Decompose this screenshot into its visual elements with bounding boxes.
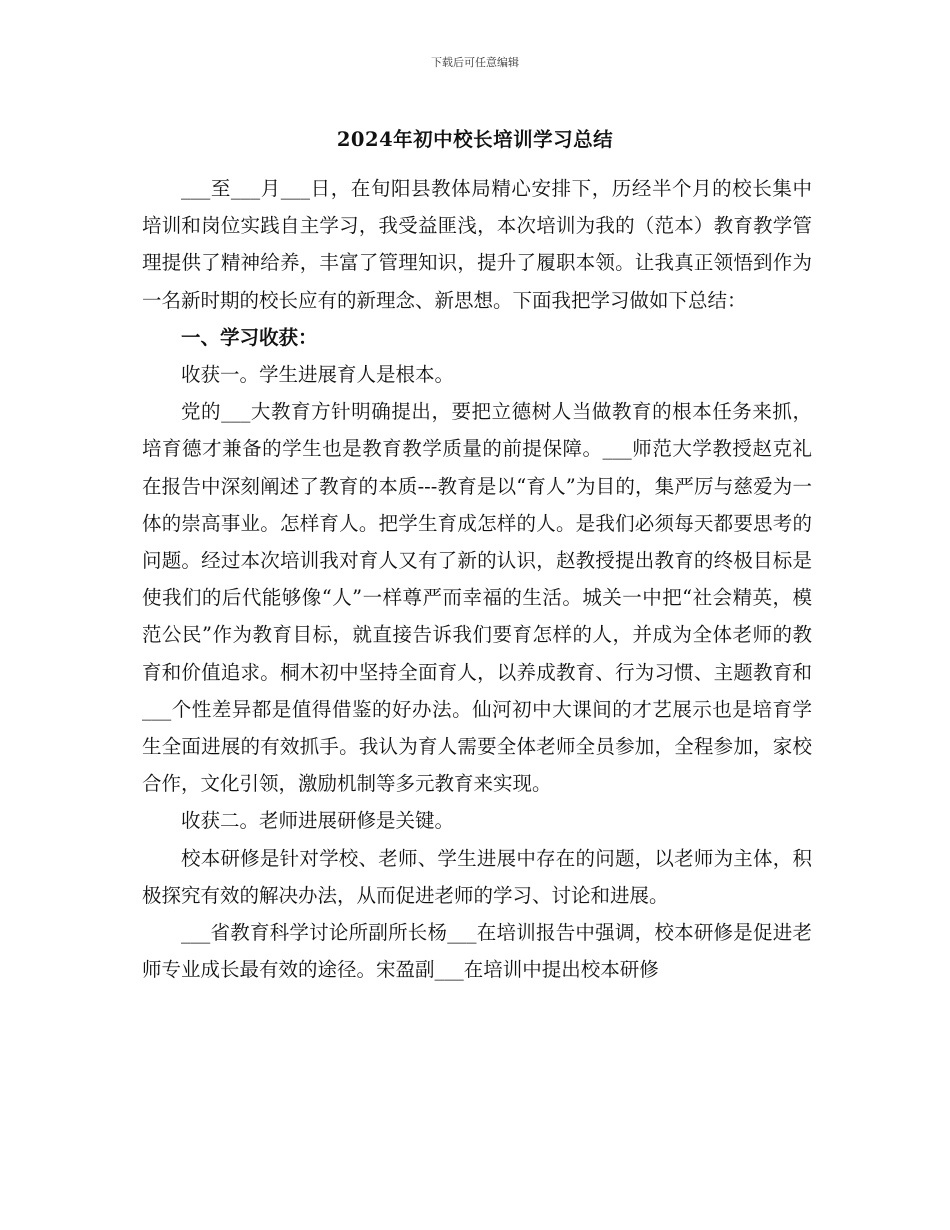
document-body bbox=[142, 170, 812, 988]
body-paragraph: 党的___大教育方针明确提出，要把立德树人当做教育的根本任务来抓，培育德才兼备的学生也是教育教学质量的前提保障。___师范大学教授赵克礼在报告中深刻阐述了教育的本质---教育是以“育人”为目的，集严厉与慈爱为一体的崇高事业。怎样育人。把学生育成怎样的人。是我们必须每天都要思考的问题。经过本次培训我对育人又有了新的认识，赵教授提出教育的终极目标是使我们的后代能够像“人”一样尊严而幸福的生活。城关一中把“社会精英，模范公民”作为教育目标，就直接告诉我们要育怎样的人，并成为全体老师的教育和价值追求。桐木初中坚持全面育人，以养成教育、行为习惯、主题教育和___个性差异都是值得借鉴的好办法。仙河初中大课间的才艺展示也是培育学生全面进展的有效抓手。我认为育人需要全体老师全员参加，全程参加，家校合作，文化引领，激励机制等多元教育来实现。 bbox=[142, 400, 812, 796]
section-heading: 一、学习收获： bbox=[181, 325, 318, 349]
body-paragraph: ___省教育科学讨论所副所长杨___在培训报告中强调，校本研修是促进老师专业成长最有效的途径。宋盈副___在培训中提出校本研修 bbox=[142, 921, 812, 982]
header-note: 下载后可任意编辑 bbox=[431, 56, 519, 69]
subheading-gain-two: 收获二。老师进展研修是关键。 bbox=[181, 809, 455, 833]
body-paragraph: 校本研修是针对学校、老师、学生进展中存在的问题，以老师为主体，积极探究有效的解决办法，从而促进老师的学习、讨论和进展。 bbox=[142, 846, 812, 907]
intro-paragraph: ___至___月___日，在旬阳县教体局精心安排下，历经半个月的校长集中培训和岗位实践自主学习，我受益匪浅，本次培训为我的（范本）教育教学管理提供了精神给养，丰富了管理知识，提升了履职本领。让我真正领悟到作为一名新时期的校长应有的新理念、新思想。下面我把学习做如下总结： bbox=[142, 177, 812, 312]
subheading-gain-one: 收获一。学生进展育人是根本。 bbox=[181, 363, 455, 387]
document-title: 2024年初中校长培训学习总结 bbox=[336, 128, 614, 151]
